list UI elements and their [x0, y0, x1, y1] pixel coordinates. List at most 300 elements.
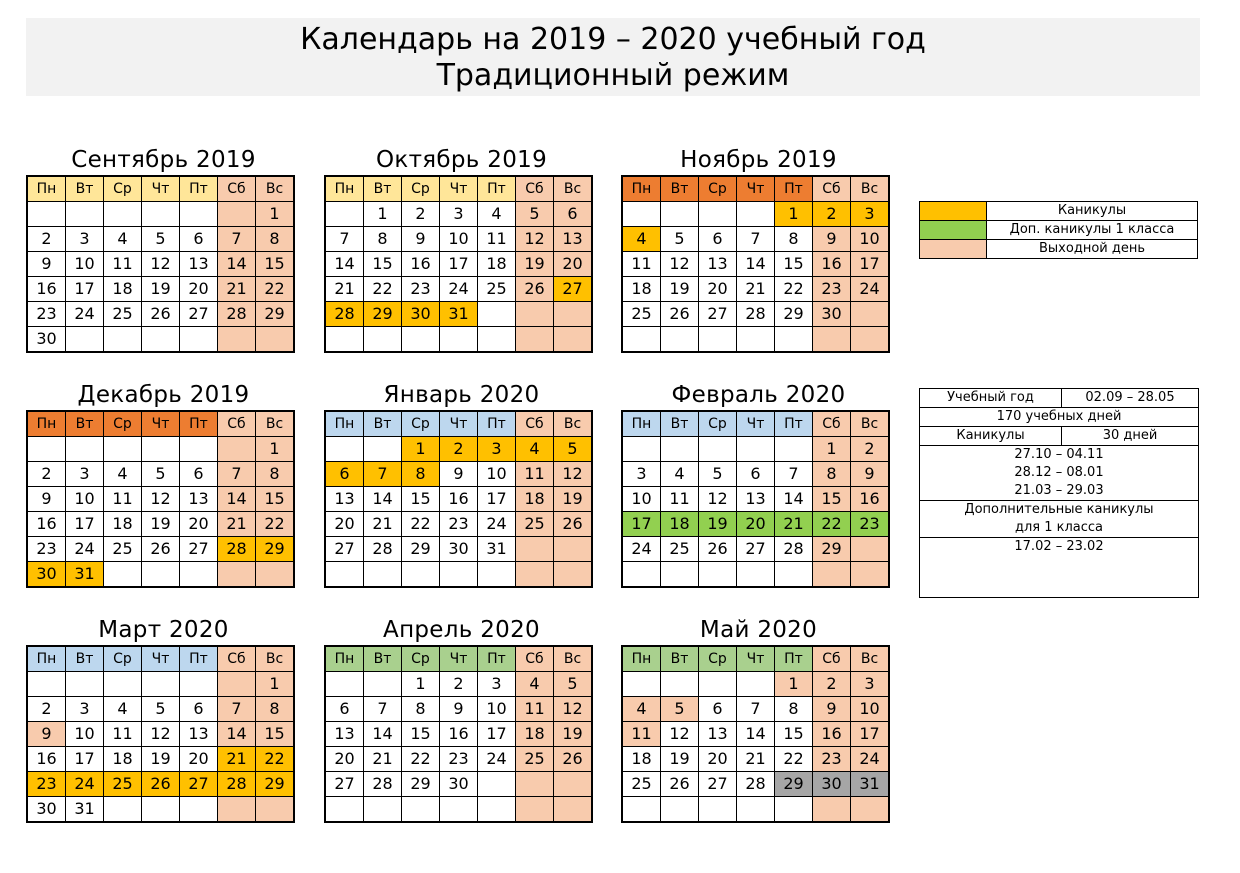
empty-cell [104, 672, 142, 697]
day-cell: 11 [104, 487, 142, 512]
day-cell: 3 [66, 697, 104, 722]
week-row [27, 202, 294, 227]
day-cell: 14 [218, 722, 256, 747]
empty-cell [554, 797, 593, 823]
weekday-label: Чт [737, 411, 775, 437]
empty-cell [622, 202, 661, 227]
week-row [27, 697, 294, 722]
day-cell: 7 [737, 227, 775, 252]
day-cell: 3 [478, 672, 516, 697]
month-grid [26, 410, 295, 588]
day-cell: 26 [142, 537, 180, 562]
week-row [325, 697, 592, 722]
day-cell: 25 [478, 277, 516, 302]
month-2 [324, 145, 599, 353]
week-row [622, 302, 889, 327]
day-cell: 19 [516, 252, 554, 277]
empty-cell [737, 672, 775, 697]
month-8 [324, 615, 599, 823]
day-cell: 7 [218, 697, 256, 722]
day-cell: 16 [851, 487, 890, 512]
empty-cell [142, 437, 180, 462]
weekday-label: Вс [554, 411, 593, 437]
weekday-label: Ср [104, 176, 142, 202]
day-cell: 21 [218, 277, 256, 302]
day-cell: 22 [775, 747, 813, 772]
week-row [325, 772, 592, 797]
month-grid [324, 645, 593, 823]
day-cell: 30 [27, 327, 66, 353]
empty-cell [440, 327, 478, 353]
empty-cell [661, 562, 699, 588]
empty-cell [218, 327, 256, 353]
day-cell: 31 [851, 772, 890, 797]
day-cell: 18 [104, 277, 142, 302]
day-cell: 8 [813, 462, 851, 487]
empty-cell [325, 437, 364, 462]
day-cell: 2 [813, 672, 851, 697]
day-cell: 25 [661, 537, 699, 562]
day-cell: 2 [440, 672, 478, 697]
week-row [27, 487, 294, 512]
weekday-label: Сб [218, 646, 256, 672]
empty-cell [364, 562, 402, 588]
day-cell: 4 [661, 462, 699, 487]
day-cell: 10 [851, 697, 890, 722]
day-cell: 11 [104, 722, 142, 747]
weekday-label: Чт [142, 646, 180, 672]
day-cell: 14 [218, 487, 256, 512]
day-cell: 2 [440, 437, 478, 462]
month-name: Октябрь 2019 [375, 147, 547, 173]
day-cell: 3 [851, 202, 890, 227]
weekday-label: Пн [622, 646, 661, 672]
day-cell: 17 [440, 252, 478, 277]
info-vac-value: 30 дней [1102, 428, 1158, 443]
week-row [27, 252, 294, 277]
empty-cell [256, 797, 295, 823]
day-cell: 20 [180, 277, 218, 302]
empty-cell [554, 302, 593, 327]
day-cell: 26 [661, 302, 699, 327]
week-row [27, 747, 294, 772]
empty-cell [402, 797, 440, 823]
day-cell: 10 [478, 462, 516, 487]
weekday-label: Сб [516, 411, 554, 437]
month-name: Апрель 2020 [383, 617, 540, 643]
day-cell: 25 [622, 772, 661, 797]
weekday-label: Ср [402, 646, 440, 672]
weekday-label: Вт [66, 411, 104, 437]
empty-cell [851, 327, 890, 353]
weekday-header [27, 646, 294, 672]
empty-cell [775, 327, 813, 353]
day-cell: 18 [516, 487, 554, 512]
day-cell: 6 [180, 462, 218, 487]
day-cell: 27 [554, 277, 593, 302]
day-cell: 17 [622, 512, 661, 537]
weekday-header [325, 176, 592, 202]
week-row [622, 697, 889, 722]
day-cell: 10 [478, 697, 516, 722]
day-cell: 16 [27, 512, 66, 537]
day-cell: 14 [364, 722, 402, 747]
day-cell: 13 [699, 722, 737, 747]
day-cell: 20 [699, 747, 737, 772]
day-cell: 9 [27, 487, 66, 512]
weekday-label: Вс [256, 176, 295, 202]
day-cell: 29 [813, 537, 851, 562]
empty-cell [622, 672, 661, 697]
empty-cell [104, 437, 142, 462]
page-title: Календарь на 2019 – 2020 учебный год [300, 22, 926, 57]
day-cell: 19 [142, 747, 180, 772]
day-cell: 4 [104, 462, 142, 487]
week-row [622, 722, 889, 747]
day-cell: 1 [813, 437, 851, 462]
empty-cell [737, 202, 775, 227]
day-cell: 23 [27, 302, 66, 327]
day-cell: 25 [104, 772, 142, 797]
day-cell: 7 [364, 462, 402, 487]
empty-cell [851, 537, 890, 562]
day-cell: 8 [775, 697, 813, 722]
week-row [325, 252, 592, 277]
day-cell: 19 [661, 747, 699, 772]
day-cell: 21 [325, 277, 364, 302]
empty-cell [180, 672, 218, 697]
weekday-label: Чт [737, 176, 775, 202]
weekday-header [622, 646, 889, 672]
week-row [27, 672, 294, 697]
empty-cell [554, 537, 593, 562]
day-cell: 1 [775, 672, 813, 697]
day-cell: 27 [737, 537, 775, 562]
weekday-label: Вт [364, 176, 402, 202]
day-cell: 28 [737, 772, 775, 797]
day-cell: 17 [66, 512, 104, 537]
day-cell: 2 [851, 437, 890, 462]
empty-cell [104, 327, 142, 353]
day-cell: 10 [66, 722, 104, 747]
day-cell: 18 [104, 747, 142, 772]
empty-cell [554, 562, 593, 588]
day-cell: 9 [813, 697, 851, 722]
empty-cell [218, 797, 256, 823]
weekday-label: Пт [180, 176, 218, 202]
empty-cell [699, 797, 737, 823]
day-cell: 28 [325, 302, 364, 327]
day-cell: 4 [622, 227, 661, 252]
day-cell: 6 [180, 227, 218, 252]
empty-cell [699, 327, 737, 353]
weekday-label: Пн [622, 411, 661, 437]
day-cell: 9 [440, 462, 478, 487]
day-cell: 29 [775, 772, 813, 797]
day-cell: 15 [256, 487, 295, 512]
day-cell: 4 [516, 672, 554, 697]
day-cell: 17 [851, 722, 890, 747]
empty-cell [142, 327, 180, 353]
day-cell: 23 [27, 537, 66, 562]
month-name: Февраль 2020 [671, 382, 846, 408]
weekday-label: Ср [104, 646, 142, 672]
weekday-label: Вс [256, 646, 295, 672]
day-cell: 11 [516, 697, 554, 722]
day-cell: 27 [180, 537, 218, 562]
day-cell: 26 [554, 512, 593, 537]
day-cell: 9 [27, 722, 66, 747]
weekday-label: Вт [364, 411, 402, 437]
weekday-label: Сб [218, 411, 256, 437]
empty-cell [478, 327, 516, 353]
empty-cell [699, 672, 737, 697]
month-grid [324, 410, 593, 588]
empty-cell [516, 537, 554, 562]
weekday-label: Ср [699, 176, 737, 202]
day-cell: 20 [554, 252, 593, 277]
weekday-label: Пт [478, 176, 516, 202]
month-name: Ноябрь 2019 [680, 147, 837, 173]
day-cell: 15 [402, 487, 440, 512]
empty-cell [27, 672, 66, 697]
day-cell: 5 [554, 437, 593, 462]
day-cell: 9 [813, 227, 851, 252]
title-banner [26, 18, 1200, 96]
month-9 [621, 615, 896, 823]
day-cell: 24 [440, 277, 478, 302]
day-cell: 28 [737, 302, 775, 327]
empty-cell [851, 562, 890, 588]
day-cell: 22 [256, 512, 295, 537]
info-vac-row [920, 427, 1198, 446]
weekday-label: Вт [661, 176, 699, 202]
weekday-label: Ср [402, 176, 440, 202]
empty-cell [478, 302, 516, 327]
day-cell: 12 [554, 462, 593, 487]
day-cell: 3 [851, 672, 890, 697]
week-row [622, 462, 889, 487]
day-cell: 21 [775, 512, 813, 537]
day-cell: 10 [66, 487, 104, 512]
info-period: 27.10 – 04.11 [1014, 447, 1104, 462]
day-cell: 30 [813, 772, 851, 797]
legend-label: Выходной день [987, 240, 1198, 259]
info-add-period: 17.02 – 23.02 [1014, 539, 1104, 554]
info-year-row [920, 389, 1198, 408]
legend-swatch-additional [920, 221, 987, 240]
month-1 [26, 145, 301, 353]
day-cell: 18 [661, 512, 699, 537]
empty-cell [180, 797, 218, 823]
day-cell: 27 [325, 537, 364, 562]
week-row [325, 277, 592, 302]
empty-cell [478, 772, 516, 797]
day-cell: 24 [66, 537, 104, 562]
legend-label: Каникулы [987, 202, 1198, 221]
empty-cell [516, 302, 554, 327]
day-cell: 14 [737, 252, 775, 277]
weekday-label: Пн [325, 411, 364, 437]
day-cell: 11 [516, 462, 554, 487]
week-row [27, 277, 294, 302]
week-row [325, 537, 592, 562]
day-cell: 23 [813, 747, 851, 772]
day-cell: 20 [180, 512, 218, 537]
month-grid [26, 645, 295, 823]
day-cell: 30 [27, 562, 66, 588]
day-cell: 10 [851, 227, 890, 252]
empty-cell [516, 772, 554, 797]
week-row [27, 537, 294, 562]
week-row [622, 747, 889, 772]
day-cell: 2 [27, 697, 66, 722]
legend-row-weekend [920, 240, 1198, 259]
info-year-label: Учебный год [920, 389, 1062, 407]
weekday-label: Чт [440, 176, 478, 202]
day-cell: 22 [364, 277, 402, 302]
day-cell: 25 [104, 537, 142, 562]
day-cell: 28 [218, 302, 256, 327]
day-cell: 14 [775, 487, 813, 512]
day-cell: 12 [661, 722, 699, 747]
empty-cell [325, 562, 364, 588]
day-cell: 6 [699, 697, 737, 722]
weekday-label: Пн [27, 176, 66, 202]
day-cell: 6 [737, 462, 775, 487]
day-cell: 12 [142, 722, 180, 747]
day-cell: 12 [554, 697, 593, 722]
day-cell: 29 [256, 772, 295, 797]
day-cell: 12 [699, 487, 737, 512]
empty-cell [622, 797, 661, 823]
day-cell: 12 [142, 252, 180, 277]
empty-cell [775, 437, 813, 462]
empty-cell [402, 562, 440, 588]
empty-cell [27, 437, 66, 462]
day-cell: 15 [402, 722, 440, 747]
week-row [27, 462, 294, 487]
day-cell: 26 [554, 747, 593, 772]
day-cell: 1 [256, 202, 295, 227]
empty-cell [699, 437, 737, 462]
empty-cell [180, 562, 218, 588]
empty-cell [813, 327, 851, 353]
day-cell: 31 [66, 797, 104, 823]
empty-cell [737, 797, 775, 823]
day-cell: 29 [256, 537, 295, 562]
weekday-header [622, 176, 889, 202]
empty-cell [813, 797, 851, 823]
week-row [622, 672, 889, 697]
day-cell: 21 [218, 512, 256, 537]
week-row [27, 772, 294, 797]
day-cell: 18 [622, 277, 661, 302]
day-cell: 8 [775, 227, 813, 252]
day-cell: 8 [256, 697, 295, 722]
month-6 [621, 380, 896, 588]
weekday-label: Ср [402, 411, 440, 437]
day-cell: 26 [661, 772, 699, 797]
day-cell: 22 [813, 512, 851, 537]
day-cell: 4 [104, 227, 142, 252]
day-cell: 11 [622, 722, 661, 747]
day-cell: 11 [478, 227, 516, 252]
weekday-label: Пн [622, 176, 661, 202]
empty-cell [402, 327, 440, 353]
info-period: 28.12 – 08.01 [1014, 465, 1104, 480]
empty-cell [104, 797, 142, 823]
empty-cell [622, 327, 661, 353]
week-row [622, 797, 889, 823]
day-cell: 29 [402, 537, 440, 562]
week-row [622, 202, 889, 227]
week-row [325, 672, 592, 697]
day-cell: 24 [66, 772, 104, 797]
info-box [919, 388, 1199, 598]
day-cell: 19 [142, 512, 180, 537]
day-cell: 23 [813, 277, 851, 302]
weekday-label: Вс [554, 646, 593, 672]
day-cell: 24 [622, 537, 661, 562]
weekday-label: Вс [851, 176, 890, 202]
day-cell: 11 [104, 252, 142, 277]
day-cell: 24 [851, 747, 890, 772]
day-cell: 27 [699, 302, 737, 327]
week-row [27, 722, 294, 747]
empty-cell [364, 797, 402, 823]
day-cell: 27 [325, 772, 364, 797]
day-cell: 23 [440, 512, 478, 537]
weekday-label: Чт [142, 176, 180, 202]
week-row [622, 252, 889, 277]
empty-cell [104, 562, 142, 588]
day-cell: 29 [256, 302, 295, 327]
day-cell: 21 [737, 277, 775, 302]
weekday-label: Сб [813, 411, 851, 437]
day-cell: 20 [737, 512, 775, 537]
legend [919, 201, 1198, 259]
day-cell: 16 [440, 722, 478, 747]
empty-cell [775, 797, 813, 823]
empty-cell [661, 202, 699, 227]
day-cell: 28 [775, 537, 813, 562]
month-3 [621, 145, 896, 353]
weekday-label: Чт [440, 646, 478, 672]
day-cell: 24 [478, 747, 516, 772]
day-cell: 22 [775, 277, 813, 302]
weekday-label: Пн [325, 646, 364, 672]
weekday-label: Чт [142, 411, 180, 437]
day-cell: 13 [180, 252, 218, 277]
info-study-days: 170 учебных дней [920, 408, 1198, 427]
month-4 [26, 380, 301, 588]
day-cell: 18 [104, 512, 142, 537]
empty-cell [554, 327, 593, 353]
day-cell: 26 [142, 772, 180, 797]
empty-cell [66, 202, 104, 227]
empty-cell [180, 202, 218, 227]
day-cell: 14 [364, 487, 402, 512]
info-vac-label: Каникулы [920, 427, 1062, 445]
day-cell: 26 [699, 537, 737, 562]
day-cell: 24 [851, 277, 890, 302]
weekday-label: Вт [364, 646, 402, 672]
day-cell: 5 [142, 462, 180, 487]
week-row [325, 722, 592, 747]
day-cell: 21 [364, 512, 402, 537]
week-row [27, 562, 294, 588]
